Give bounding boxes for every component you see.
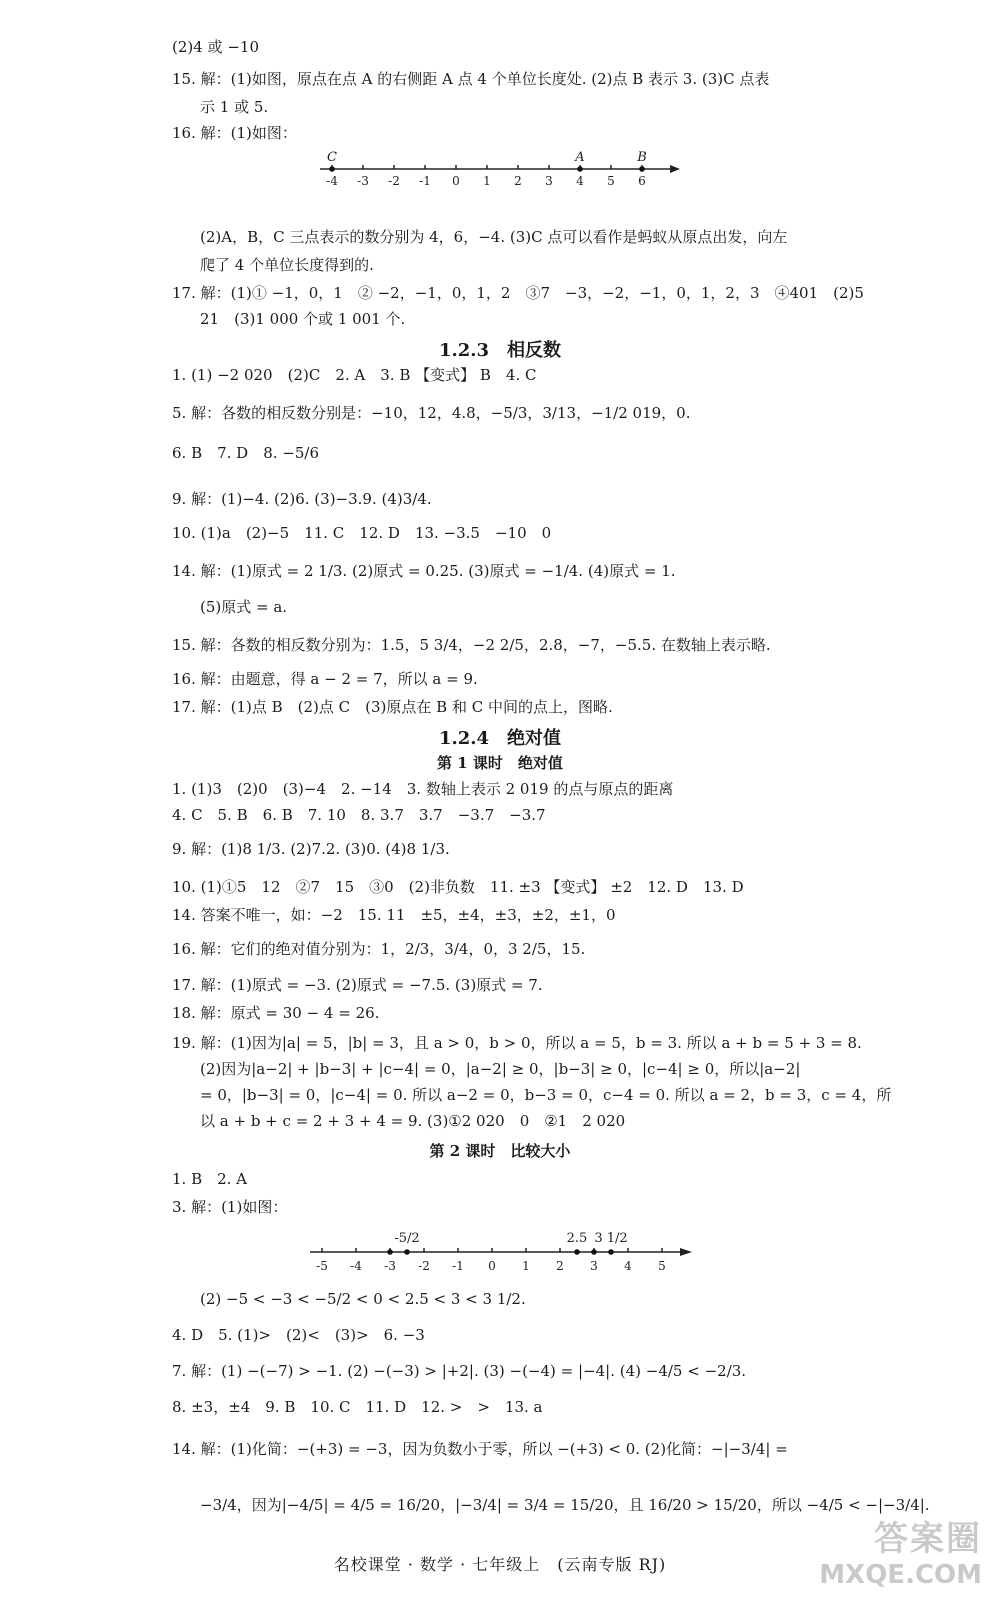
answer-line: −3/4，因为|−4/5| = 4/5 = 16/20，|−3/4| = 3/4 = 15/20，且 16/20 > 15/20，所以 −4/5 < −|−3/4|.	[200, 1496, 930, 1514]
tick-label: 1	[522, 1259, 530, 1273]
tick-label: -1	[452, 1259, 464, 1273]
tick-label: 1	[483, 174, 491, 188]
answer-line: 21 (3)1 000 个或 1 001 个.	[200, 310, 406, 328]
point-dot	[591, 1249, 597, 1255]
tick-label: 2	[514, 174, 522, 188]
answer-line: 1. (1)3 (2)0 (3)−4 2. −14 3. 数轴上表示 2 019 的点与原点的距离	[172, 780, 674, 798]
tick-label: -1	[419, 174, 431, 188]
answer-line: 14. 解：(1)化简：−(+3) = −3，因为负数小于零，所以 −(+3) < 0. (2)化简：−|−3/4| =	[172, 1440, 788, 1458]
answer-line: (2) −5 < −3 < −5/2 < 0 < 2.5 < 3 < 3 1/2.	[200, 1290, 526, 1308]
answer-line: 10. (1)a (2)−5 11. C 12. D 13. −3.5 −10 0	[172, 524, 552, 542]
lesson-title: 第 1 课时 绝对值	[437, 754, 563, 772]
point-dot	[404, 1249, 410, 1255]
tick-label: -3	[384, 1259, 396, 1273]
point-dot	[639, 166, 645, 172]
point-label: C	[327, 150, 337, 165]
answer-line: 5. 解：各数的相反数分别是：−10，12，4.8，−5/3，3/13，−1/2 019，0.	[172, 404, 691, 422]
answer-line: 19. 解：(1)因为|a| = 5，|b| = 3，且 a > 0，b > 0，所以 a = 5，b = 3. 所以 a + b = 5 + 3 = 8.	[172, 1034, 862, 1052]
answer-line: 示 1 或 5.	[200, 98, 269, 116]
watermark-logo: 答案圈 MXQE.COM	[819, 1519, 982, 1590]
answer-line: 9. 解：(1)−4. (2)6. (3)−3.9. (4)3/4.	[172, 490, 432, 508]
answer-line: 16. 解：(1)如图：	[172, 124, 297, 142]
answer-line: 4. C 5. B 6. B 7. 10 8. 3.7 3.7 −3.7 −3.7	[172, 806, 546, 824]
point-dot	[574, 1249, 580, 1255]
answer-line: 16. 解：它们的绝对值分别为：1，2/3，3/4，0，3 2/5，15.	[172, 940, 586, 958]
point-label: 3 1/2	[594, 1231, 628, 1246]
tick-label: -2	[418, 1259, 430, 1273]
point-label: B	[637, 150, 647, 165]
answer-line: = 0，|b−3| = 0，|c−4| = 0. 所以 a−2 = 0，b−3 = 0，c−4 = 0. 所以 a = 2，b = 3，c = 4，所	[200, 1086, 892, 1104]
tick-label: -2	[388, 174, 400, 188]
answer-line: 9. 解：(1)8 1/3. (2)7.2. (3)0. (4)8 1/3.	[172, 840, 450, 858]
answer-line: (2)4 或 −10	[172, 38, 259, 56]
section-title: 1.2.3 相反数	[438, 340, 562, 361]
tick-label: -4	[350, 1259, 362, 1273]
section-title: 1.2.4 绝对值	[438, 728, 562, 749]
answer-line: 1. B 2. A	[172, 1170, 248, 1188]
answer-line: (2)A，B，C 三点表示的数分别为 4，6，−4. (3)C 点可以看作是蚂蚁从原点出发，向左	[200, 228, 788, 246]
answer-line: 以 a + b + c = 2 + 3 + 4 = 9. (3)①2 020 0 ②1 2 020	[200, 1112, 626, 1130]
tick-label: 5	[607, 174, 615, 188]
page-footer: 名校课堂 · 数学 · 七年级上 (云南专版 RJ)	[333, 1555, 667, 1574]
lesson-title: 第 2 课时 比较大小	[429, 1142, 571, 1160]
number-line-1	[310, 148, 690, 198]
answer-line: 15. 解：(1)如图，原点在点 A 的右侧距 A 点 4 个单位长度处. (2)点 B 表示 3. (3)C 点表	[172, 70, 770, 88]
point-label: 2.5	[566, 1231, 588, 1246]
tick-label: -5	[316, 1259, 328, 1273]
tick-label: -4	[326, 174, 338, 188]
tick-label: 4	[624, 1259, 632, 1273]
tick-label: 3	[590, 1259, 598, 1273]
tick-label: 6	[638, 174, 646, 188]
answer-line: (2)因为|a−2| + |b−3| + |c−4| = 0，|a−2| ≥ 0，|b−3| ≥ 0，|c−4| ≥ 0，所以|a−2|	[200, 1060, 801, 1078]
point-label: A	[575, 150, 585, 165]
tick-label: 0	[488, 1259, 496, 1273]
answer-line: 8. ±3，±4 9. B 10. C 11. D 12. > > 13. a	[172, 1398, 543, 1416]
tick-label: -3	[357, 174, 369, 188]
answer-line: 17. 解：(1)原式 = −3. (2)原式 = −7.5. (3)原式 = 7.	[172, 976, 543, 994]
answer-line: 14. 答案不唯一，如：−2 15. 11 ±5，±4，±3，±2，±1，0	[172, 906, 616, 924]
tick-label: 4	[576, 174, 584, 188]
number-line-2	[300, 1212, 700, 1282]
answer-line: 3. 解：(1)如图：	[172, 1198, 288, 1216]
point-dot	[577, 166, 583, 172]
answer-line: 14. 解：(1)原式 = 2 1/3. (2)原式 = 0.25. (3)原式 = −1/4. (4)原式 = 1.	[172, 562, 676, 580]
answer-line: 18. 解：原式 = 30 − 4 = 26.	[172, 1004, 380, 1022]
answer-line: 1. (1) −2 020 (2)C 2. A 3. B 【变式】 B 4. C	[172, 366, 537, 384]
answer-line: 爬了 4 个单位长度得到的.	[200, 256, 374, 274]
answer-line: 7. 解：(1) −(−7) > −1. (2) −(−3) > |+2|. (3) −(−4) = |−4|. (4) −4/5 < −2/3.	[172, 1362, 747, 1380]
tick-label: 0	[452, 174, 460, 188]
answer-line: 16. 解：由题意，得 a − 2 = 7，所以 a = 9.	[172, 670, 478, 688]
point-dot	[329, 166, 335, 172]
tick-label: 2	[556, 1259, 564, 1273]
answer-line: 10. (1)①5 12 ②7 15 ③0 (2)非负数 11. ±3 【变式】 ±2 12. D 13. D	[172, 878, 744, 896]
point-dot	[608, 1249, 614, 1255]
answer-line: 17. 解：(1)① −1，0，1 ② −2，−1，0，1，2 ③7 −3，−2，−1，0，1，2，3 ④401 (2)5	[172, 284, 864, 302]
answer-line: 6. B 7. D 8. −5/6	[172, 444, 319, 462]
tick-label: 5	[658, 1259, 666, 1273]
tick-label: 3	[545, 174, 553, 188]
answer-line: 17. 解：(1)点 B (2)点 C (3)原点在 B 和 C 中间的点上，图略.	[172, 698, 613, 716]
point-label: -5/2	[394, 1231, 420, 1246]
answer-line: (5)原式 = a.	[200, 598, 288, 616]
answer-line: 4. D 5. (1)> (2)< (3)> 6. −3	[172, 1326, 425, 1344]
answer-line: 15. 解：各数的相反数分别为：1.5，5 3/4，−2 2/5，2.8，−7，−5.5. 在数轴上表示略.	[172, 636, 771, 654]
point-dot	[387, 1249, 393, 1255]
